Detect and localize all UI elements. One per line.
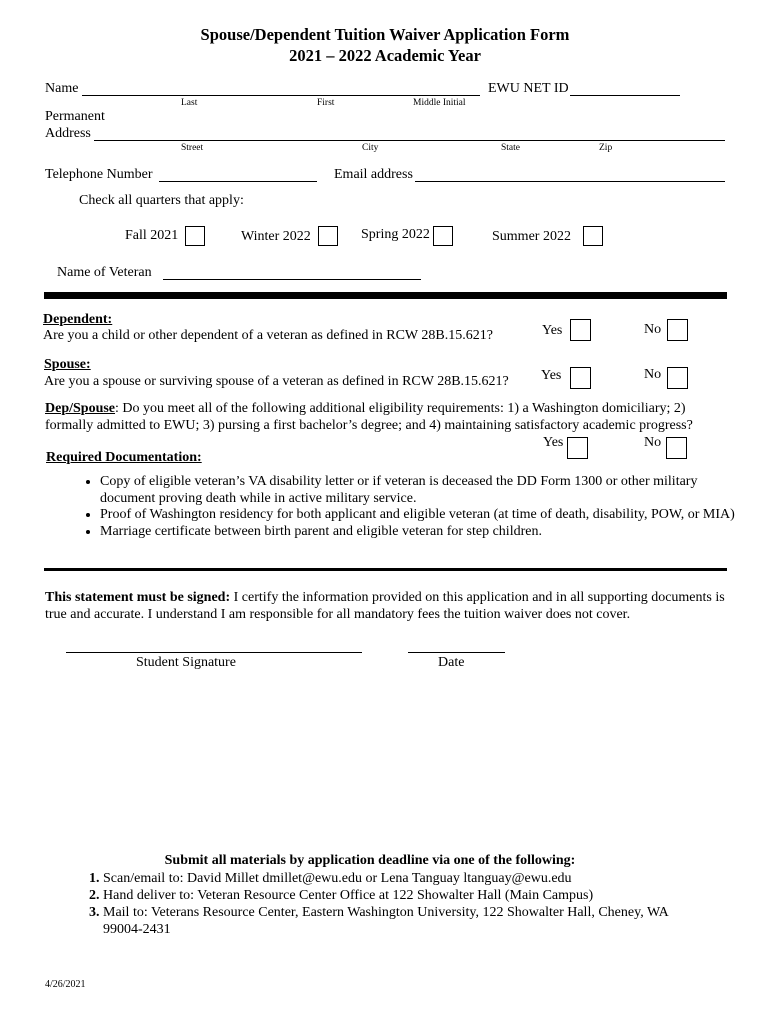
date-line[interactable] — [408, 652, 505, 653]
dep-spouse-no-label: No — [644, 435, 662, 450]
winter-2022-label: Winter 2022 — [241, 229, 311, 244]
street-caption: Street — [181, 143, 204, 153]
winter-2022-checkbox[interactable] — [318, 226, 338, 246]
dependent-question: Are you a child or other dependent of a veteran as defined in RCW 28B.15.621? — [43, 328, 493, 343]
section-divider — [44, 568, 727, 571]
spring-2022-checkbox[interactable] — [433, 226, 453, 246]
dependent-yes-label: Yes — [542, 323, 563, 338]
student-signature-line[interactable] — [66, 652, 362, 653]
name-input-line[interactable] — [82, 95, 480, 96]
required-doc-item: • Proof of Washington residency for both applicant and eligible veteran (at time of death, disability, POW, or MIA) — [100, 507, 740, 524]
last-name-caption: Last — [181, 98, 198, 108]
section-divider-thick — [44, 292, 727, 299]
dependent-no-checkbox[interactable] — [667, 319, 688, 341]
summer-2022-checkbox[interactable] — [583, 226, 603, 246]
spring-2022-label: Spring 2022 — [361, 227, 430, 242]
telephone-input-line[interactable] — [159, 181, 317, 182]
submit-method-item: 3. Mail to: Veterans Resource Center, Eastern Washington University, 122 Showalter Hall, Cheney, WA 99004-2431 — [103, 904, 703, 938]
spouse-question: Are you a spouse or surviving spouse of a veteran as defined in RCW 28B.15.621? — [44, 374, 509, 389]
student-signature-label: Student Signature — [136, 655, 236, 670]
telephone-label: Telephone Number — [45, 167, 153, 182]
fall-2021-checkbox[interactable] — [185, 226, 205, 246]
dep-spouse-heading: Dep/Spouse — [45, 401, 116, 416]
statement-bold: This statement must be signed: — [45, 590, 231, 605]
spouse-yes-checkbox[interactable] — [570, 367, 591, 389]
spouse-no-checkbox[interactable] — [667, 367, 688, 389]
dependent-no-label: No — [644, 322, 662, 337]
submit-method-item: 2. Hand deliver to: Veteran Resource Center Office at 122 Showalter Hall (Main Campus) — [103, 887, 703, 904]
veteran-input-line[interactable] — [163, 279, 421, 280]
dep-spouse-question — [45, 400, 725, 434]
address-input-line[interactable] — [94, 140, 725, 141]
certification-statement — [45, 589, 725, 623]
dep-spouse-yes-checkbox[interactable] — [567, 437, 588, 459]
form-title: Spouse/Dependent Tuition Waiver Application Form — [200, 25, 570, 44]
revision-date: 4/26/2021 — [45, 979, 86, 990]
veteran-label: Name of Veteran — [57, 265, 152, 280]
required-docs-list — [78, 474, 740, 540]
spouse-yes-label: Yes — [541, 368, 562, 383]
state-caption: State — [501, 143, 520, 153]
email-input-line[interactable] — [415, 181, 725, 182]
required-docs-heading: Required Documentation: — [46, 450, 202, 465]
city-caption: City — [362, 143, 379, 153]
dependent-heading: Dependent: — [43, 312, 113, 327]
date-label: Date — [438, 655, 465, 670]
name-label: Name — [45, 81, 79, 96]
middle-initial-caption: Middle Initial — [413, 98, 466, 108]
first-name-caption: First — [317, 98, 335, 108]
dep-spouse-yes-label: Yes — [543, 435, 564, 450]
spouse-no-label: No — [644, 367, 662, 382]
submit-methods-list — [81, 870, 703, 938]
fall-2021-label: Fall 2021 — [125, 228, 179, 243]
required-doc-item: • Copy of eligible veteran’s VA disability letter or if veteran is deceased the DD Form 1300 or other military document proving death while in active military service. — [100, 474, 740, 507]
zip-caption: Zip — [599, 143, 613, 153]
email-label: Email address — [334, 167, 413, 182]
quarters-prompt: Check all quarters that apply: — [79, 193, 244, 208]
permanent-label: Permanent — [45, 109, 105, 124]
dependent-yes-checkbox[interactable] — [570, 319, 591, 341]
ewu-id-input-line[interactable] — [570, 95, 680, 96]
academic-year: 2021 – 2022 Academic Year — [289, 46, 481, 65]
submit-method-item: 1. Scan/email to: David Millet dmillet@ewu.edu or Lena Tanguay ltanguay@ewu.edu — [103, 870, 703, 887]
dep-spouse-no-checkbox[interactable] — [666, 437, 687, 459]
statement-text: I certify the information provided on this application and in all supporting documents is true and accurate. I understand I am responsible for all mandatory fees the tuition waiver does not cover. — [45, 590, 725, 622]
required-doc-item: • Marriage certificate between birth parent and eligible veteran for step children. — [100, 524, 740, 541]
spouse-heading: Spouse: — [44, 357, 91, 372]
dep-spouse-text: : Do you meet all of the following additional eligibility requirements: 1) a Washington domiciliary; 2) formally admitted to EWU; 3) pursing a first bachelor’s degree; and 4) maintaining satisfactory academic progress? — [45, 401, 693, 433]
submit-heading: Submit all materials by application deadline via one of the following: — [164, 853, 576, 868]
summer-2022-label: Summer 2022 — [492, 229, 571, 244]
address-label: Address — [45, 126, 91, 141]
ewu-id-label: EWU NET ID — [488, 81, 569, 96]
